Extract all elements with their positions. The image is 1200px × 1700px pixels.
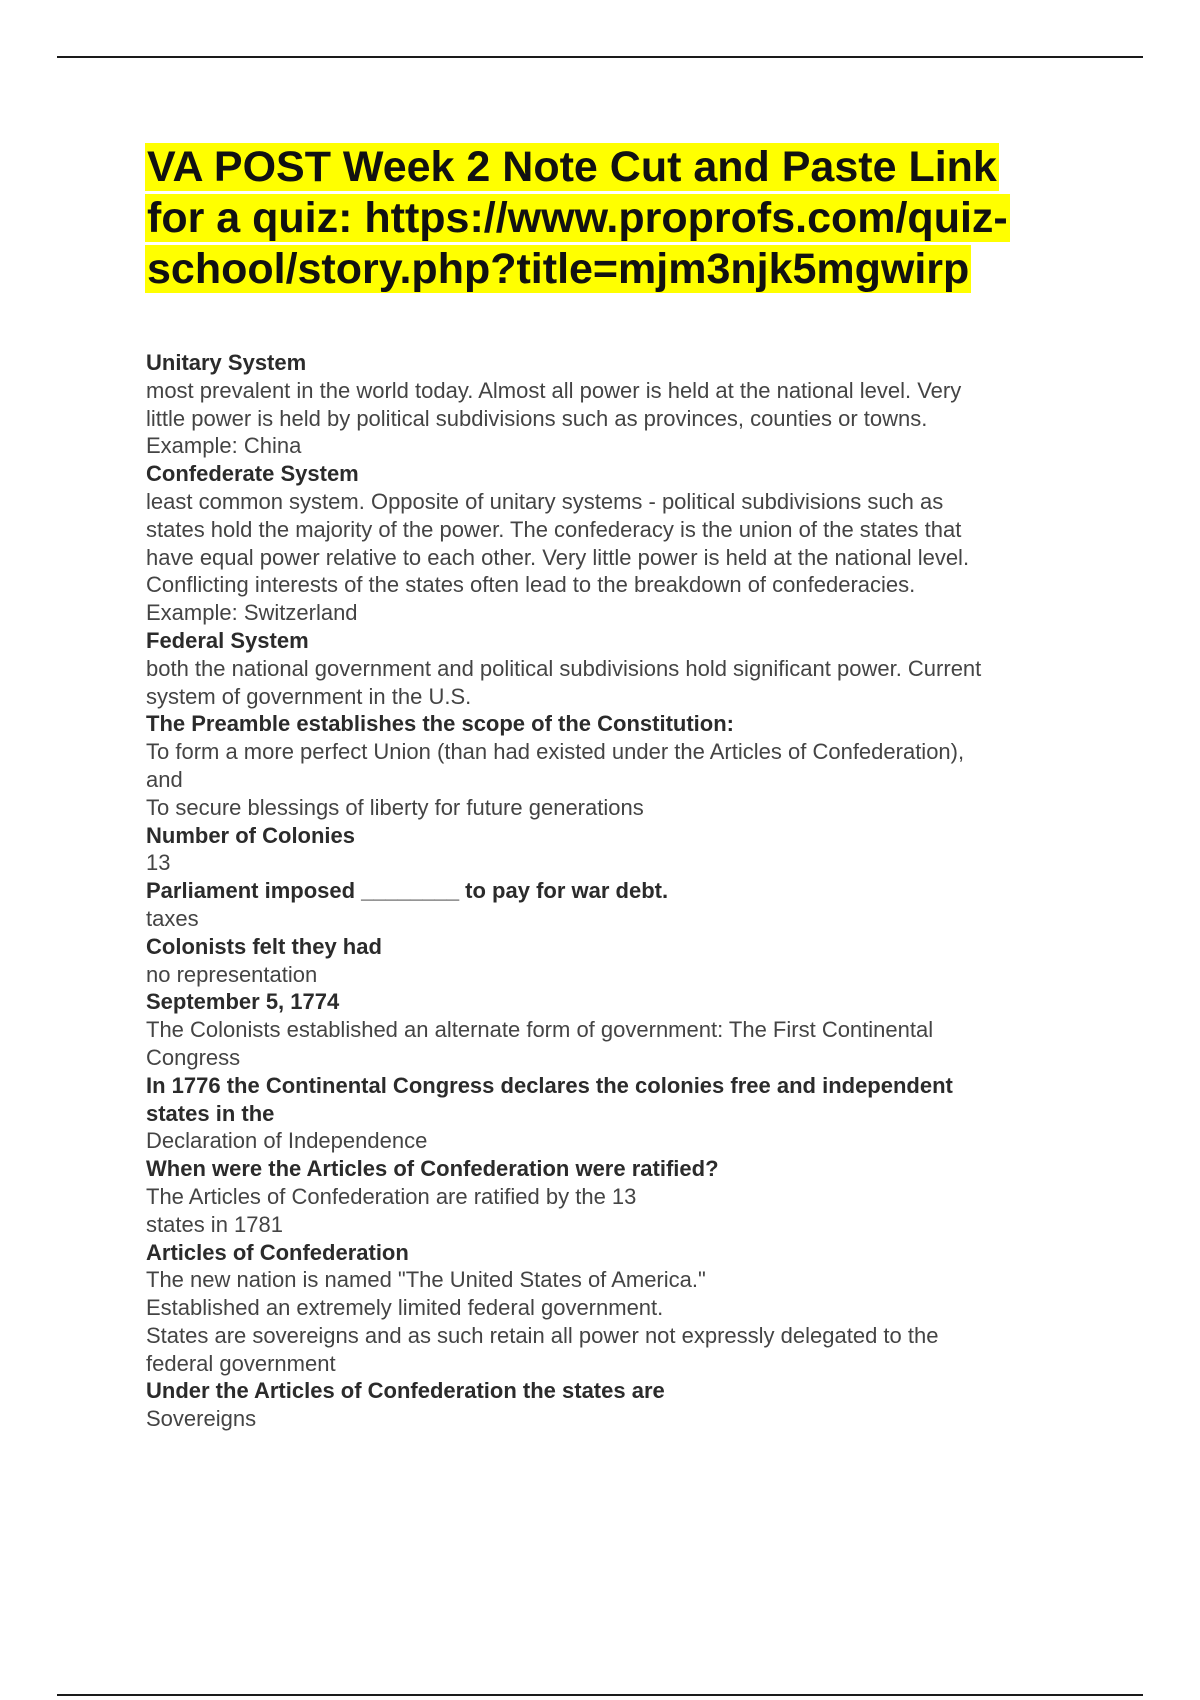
definition: The Colonists established an alternate form of government: The First Continental Congress xyxy=(146,1017,934,1070)
definition: least common system. Opposite of unitary systems - political subdivisions such as states hold the majority of the power. The confederacy is the union of the states that have equal power relative to each other. Very little power is held at the national level. Conflicting interests of the states often lead to the breakdown of confederacies. Example: Switzerland xyxy=(146,488,970,626)
term: Unitary System xyxy=(146,350,307,375)
entry-1776-declaration xyxy=(146,1072,1086,1155)
entry-preamble xyxy=(146,710,1086,821)
definition: most prevalent in the world today. Almost all power is held at the national level. Very little power is held by political subdivisions such as provinces, counties or towns. Example: China xyxy=(146,377,962,459)
entry-articles-of-confederation xyxy=(146,1239,1086,1378)
definition: Sovereigns xyxy=(146,1406,257,1432)
entry-states-are xyxy=(146,1377,1086,1433)
entry-articles-ratified xyxy=(146,1155,1086,1238)
entry-number-of-colonies xyxy=(146,822,1086,878)
term: Parliament imposed ________ to pay for war debt. xyxy=(146,878,669,904)
term: In 1776 the Continental Congress declares the colonies free and independent states in the xyxy=(146,1072,953,1126)
term: Colonists felt they had xyxy=(146,933,382,959)
term: Confederate System xyxy=(146,461,359,487)
term: Articles of Confederation xyxy=(146,1239,409,1265)
definition: The new nation is named "The United States of America." Established an extremely limited federal government. States are sovereigns and as such retain all power not expressly delegated to the federal government xyxy=(146,1267,939,1376)
definition: taxes xyxy=(146,905,199,931)
entry-confederate-system xyxy=(146,460,1086,627)
definition: both the national government and political subdivisions hold significant power. Current system of government in the U.S. xyxy=(146,655,982,709)
entry-colonists-felt xyxy=(146,933,1086,989)
term: When were the Articles of Confederation were ratified? xyxy=(146,1156,719,1182)
definition: no representation xyxy=(146,961,318,987)
entry-september-1774 xyxy=(146,988,1086,1071)
definition: The Articles of Confederation are ratified by the 13 states in 1781 xyxy=(146,1183,637,1237)
entry-unitary-system xyxy=(146,349,1086,460)
definition: Declaration of Independence xyxy=(146,1128,428,1154)
term: September 5, 1774 xyxy=(146,989,340,1015)
definition: 13 xyxy=(146,850,171,876)
entry-federal-system xyxy=(146,627,1086,710)
entry-parliament-imposed xyxy=(146,877,1086,933)
document-title: VA POST Week 2 Note Cut and Paste Link for a quiz: https://www.proprofs.com/quiz-school/story.php?title=mjm3njk5mgwirp xyxy=(147,143,1008,293)
flashcard-list xyxy=(146,349,1086,1433)
definition: To form a more perfect Union (than had existed under the Articles of Confederation), and To secure blessings of liberty for future generations xyxy=(146,739,965,820)
term: Under the Articles of Confederation the states are xyxy=(146,1378,665,1404)
term: The Preamble establishes the scope of the Constitution: xyxy=(146,711,734,737)
term: Number of Colonies xyxy=(146,822,356,848)
top-rule xyxy=(57,56,1143,58)
term: Federal System xyxy=(146,627,309,653)
bottom-rule xyxy=(57,1694,1143,1696)
